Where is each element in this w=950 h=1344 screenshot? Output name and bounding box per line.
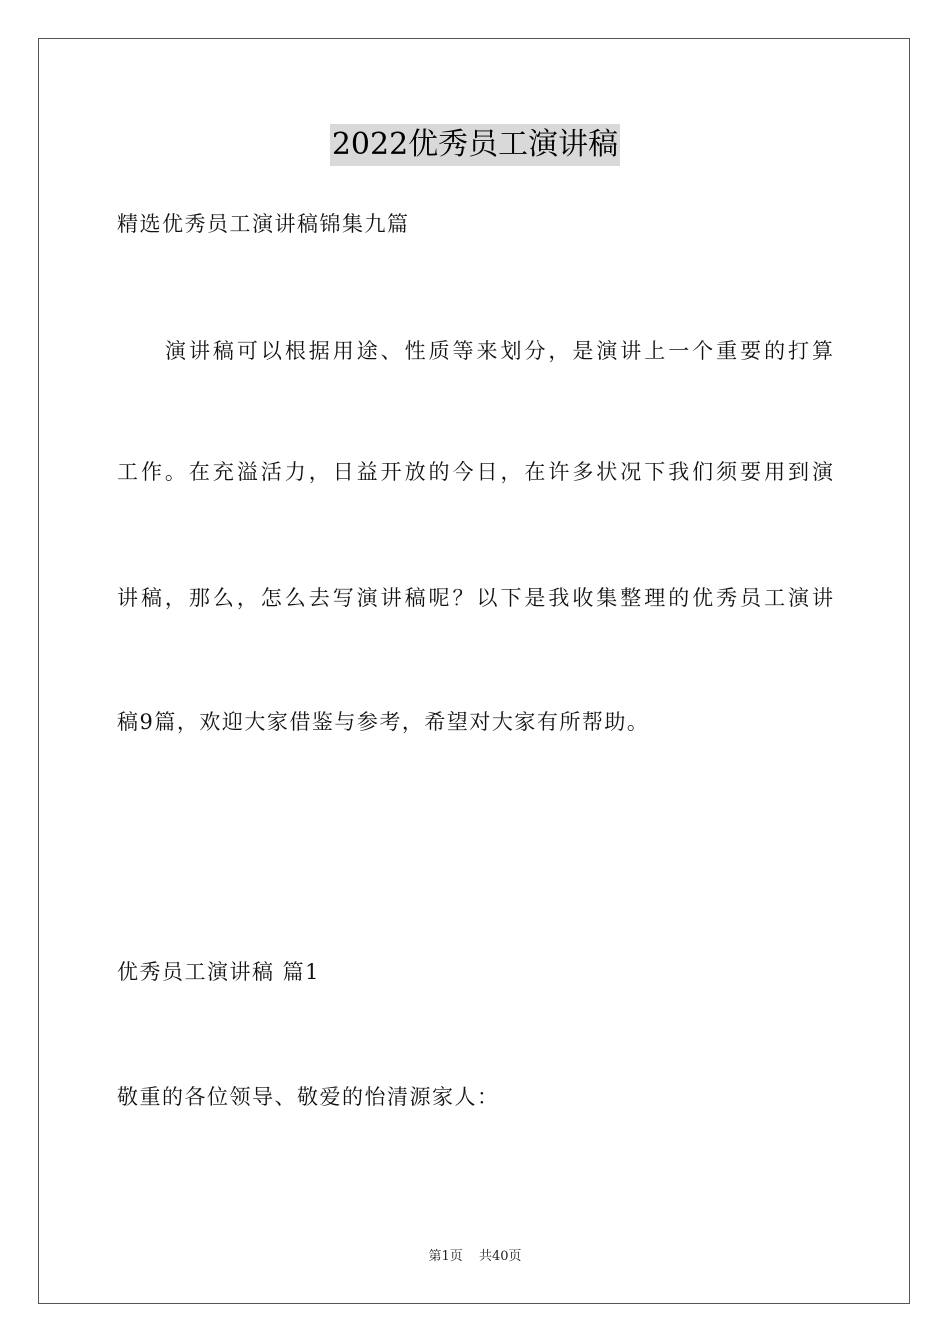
salutation: 敬重的各位领导、敬爱的怡清源家人：: [117, 1085, 500, 1109]
page-total: 共40页: [478, 1249, 522, 1264]
section-heading: 优秀员工演讲稿 篇1: [117, 960, 321, 984]
intro-line-3: 讲稿，那么，怎么去写演讲稿呢？以下是我收集整理的优秀员工演讲: [117, 586, 833, 610]
intro-line-4: 稿9篇，欢迎大家借鉴与参考，希望对大家有所帮助。: [117, 710, 650, 734]
document-title: 2022优秀员工演讲稿: [330, 124, 620, 166]
intro-line-2: 工作。在充溢活力，日益开放的今日，在许多状况下我们须要用到演: [117, 460, 833, 484]
page-footer: [0, 1248, 950, 1266]
intro-line-1: 演讲稿可以根据用途、性质等来划分，是演讲上一个重要的打算: [165, 339, 833, 363]
title-container: [0, 124, 950, 166]
page-number: 第1页: [428, 1249, 463, 1264]
document-subtitle: 精选优秀员工演讲稿锦集九篇: [117, 212, 410, 236]
